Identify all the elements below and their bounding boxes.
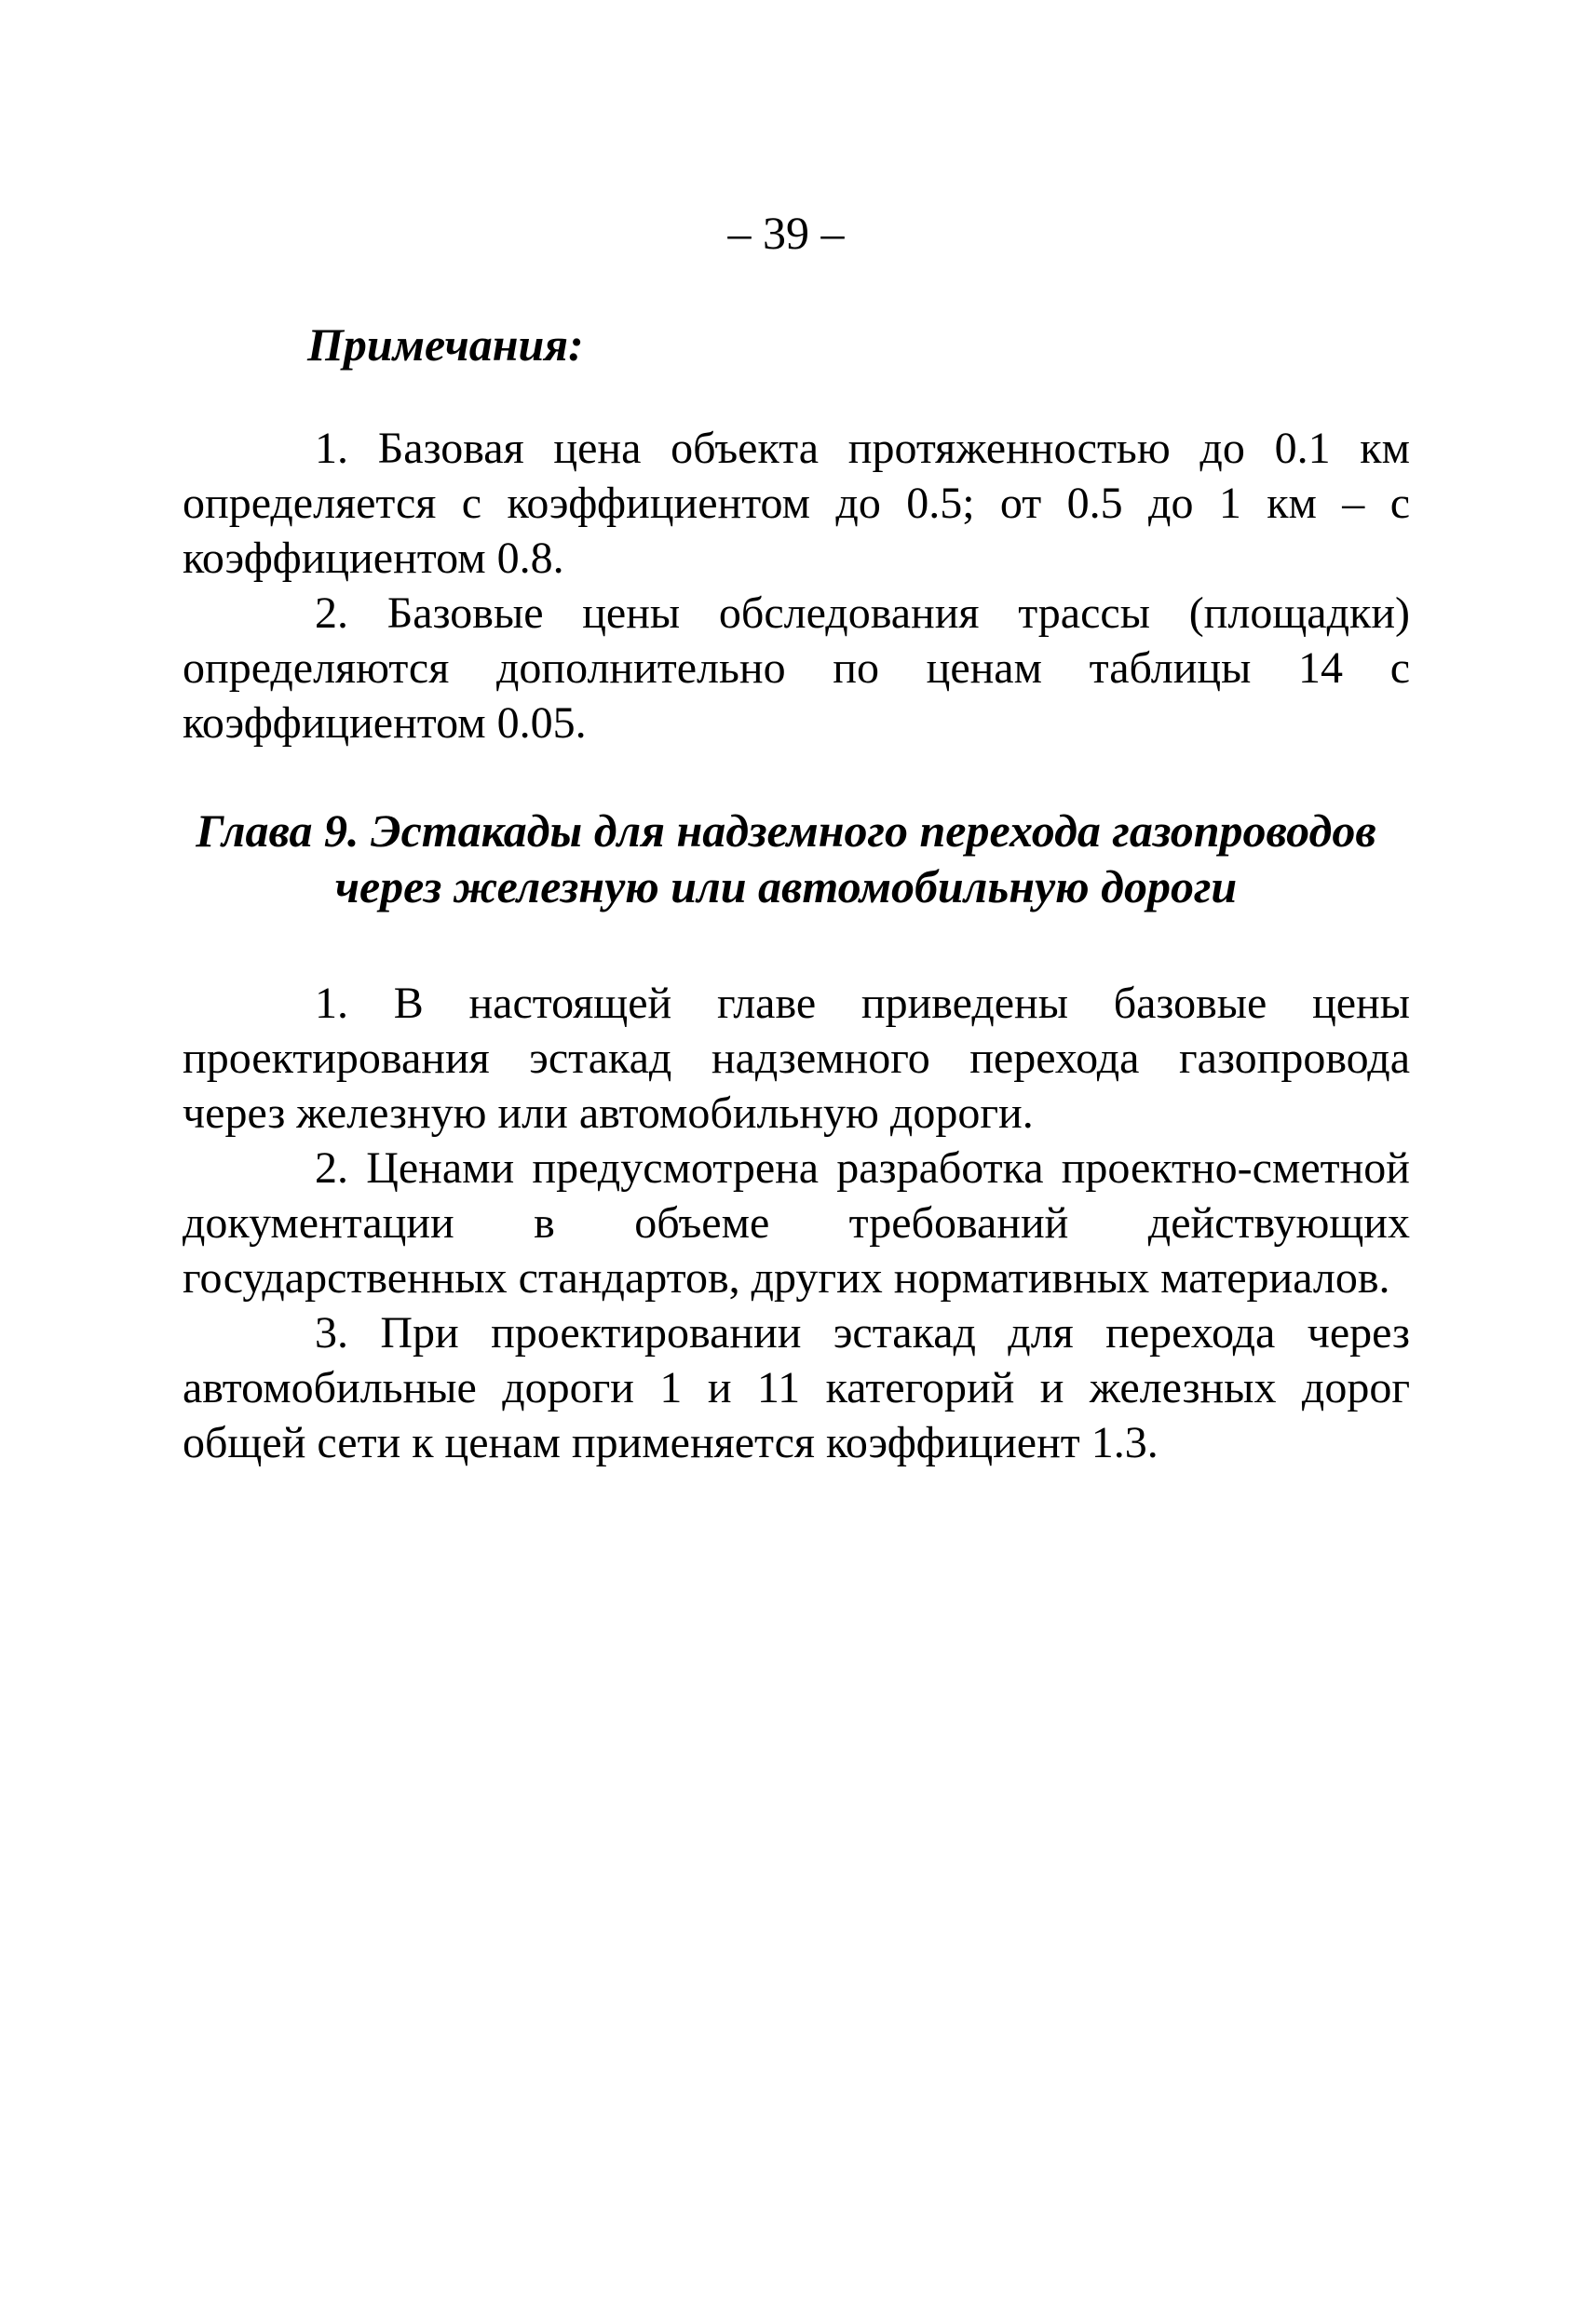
chapter-title [140, 803, 1432, 914]
chapter-title-line: Глава 9. Эстакады для надземного перехода газопроводов [196, 804, 1376, 857]
note-item: 2. Базовые цены обследования трассы (площадки) определяются дополнительно по ценам таблицы 14 с коэффициентом 0.05. [183, 588, 1410, 748]
note-item: 1. Базовая цена объекта протяженностью до 0.1 км определяется с коэффициентом до 0.5; от 0.5 до 1 км – с коэффициентом 0.8. [183, 424, 1410, 583]
chapter-paragraph: 2. Ценами предусмотрена разработка проектно-сметной документации в объеме требований действующих государственных стандартов, других нормативных материалов. [183, 1143, 1410, 1303]
chapter-paragraph: 1. В настоящей главе приведены базовые цены проектирования эстакад надземного перехода газопровода через железную или автомобильную дороги. [183, 979, 1410, 1138]
notes-heading: Примечания: [307, 318, 584, 371]
notes-list [183, 421, 1410, 750]
chapter-paragraph: 3. При проектировании эстакад для перехода через автомобильные дороги 1 и 11 категорий и железных дорог общей сети к ценам применяется коэффициент 1.3. [183, 1308, 1410, 1467]
chapter-body [183, 976, 1410, 1470]
page-number: – 39 – [727, 207, 845, 259]
chapter-title-line: через железную или автомобильную дороги [334, 860, 1238, 912]
